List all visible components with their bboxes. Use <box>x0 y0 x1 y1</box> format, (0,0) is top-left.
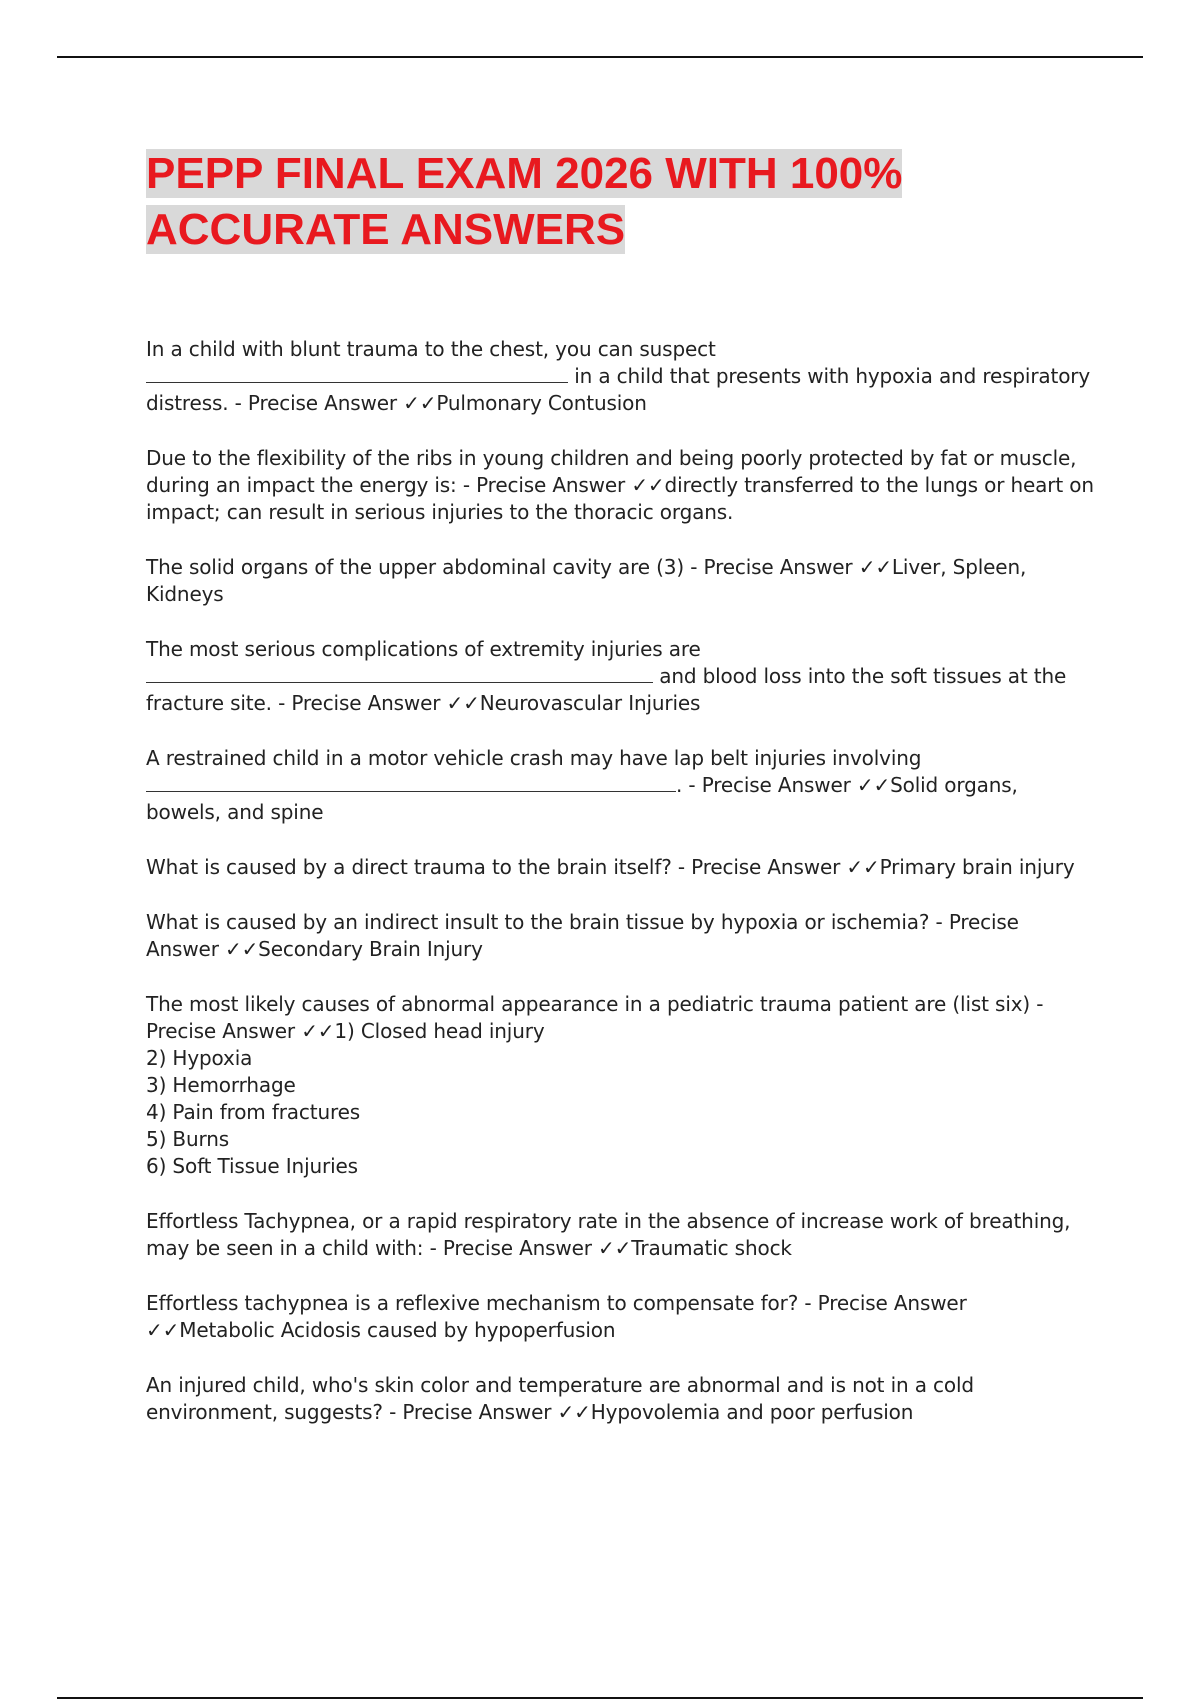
list-line: 2) Hypoxia <box>146 1046 253 1070</box>
question-text: A restrained child in a motor vehicle crash may have lap belt injuries involving <box>146 746 922 770</box>
qa-item-3: The solid organs of the upper abdominal cavity are (3) - Precise Answer ✓✓Liver, Spleen, Kidneys <box>146 555 1027 606</box>
list-line: 4) Pain from fractures <box>146 1100 361 1124</box>
list-line: Precise Answer ✓✓1) Closed head injury <box>146 1019 545 1043</box>
bottom-rule <box>57 1697 1143 1699</box>
list-line: 5) Burns <box>146 1127 230 1151</box>
document-title <box>146 146 1046 258</box>
title-line-1: PEPP FINAL EXAM 2026 WITH 100% <box>146 149 903 198</box>
qa-item-1 <box>146 336 1096 417</box>
list-line: 3) Hemorrhage <box>146 1073 296 1097</box>
top-rule <box>57 56 1143 58</box>
qa-item-10: Effortless tachypnea is a reflexive mechanism to compensate for? - Precise Answer ✓✓Metabolic Acidosis caused by hypoperfusion <box>146 1291 967 1342</box>
answer-blank <box>146 664 653 683</box>
qa-item-6: What is caused by a direct trauma to the brain itself? - Precise Answer ✓✓Primary brain injury <box>146 855 1075 879</box>
answer-blank <box>146 364 568 383</box>
qa-item-8 <box>146 991 1096 1180</box>
qa-list <box>146 336 1096 1454</box>
question-answer-text: and blood loss into the soft tissues at the fracture site. - Precise Answer ✓✓Neurovascular Injuries <box>146 664 1067 715</box>
question-answer-text: . - Precise Answer ✓✓Solid organs, bowels, and spine <box>146 773 1018 824</box>
list-line: The most likely causes of abnormal appearance in a pediatric trauma patient are (list six) - <box>146 992 1044 1016</box>
list-line: 6) Soft Tissue Injuries <box>146 1154 358 1178</box>
title-line-2: ACCURATE ANSWERS <box>146 205 626 254</box>
question-answer-text: in a child that presents with hypoxia and respiratory distress. - Precise Answer ✓✓Pulmonary Contusion <box>146 364 1091 415</box>
question-text: In a child with blunt trauma to the chest, you can suspect <box>146 337 716 361</box>
qa-item-7: What is caused by an indirect insult to the brain tissue by hypoxia or ischemia? - Precise Answer ✓✓Secondary Brain Injury <box>146 910 1019 961</box>
qa-item-11: An injured child, who's skin color and temperature are abnormal and is not in a cold environment, suggests? - Precise Answer ✓✓Hypovolemia and poor perfusion <box>146 1373 974 1424</box>
title-heading <box>146 146 1046 258</box>
qa-item-9: Effortless Tachypnea, or a rapid respiratory rate in the absence of increase work of breathing, may be seen in a child with: - Precise Answer ✓✓Traumatic shock <box>146 1209 1071 1260</box>
question-text: The most serious complications of extremity injuries are <box>146 637 701 661</box>
qa-item-4 <box>146 636 1096 717</box>
qa-item-2: Due to the flexibility of the ribs in young children and being poorly protected by fat or muscle, during an impact the energy is: - Precise Answer ✓✓directly transferred to the lungs or heart on impact; can result in serious injuries to the thoracic organs. <box>146 446 1094 524</box>
qa-item-5 <box>146 745 1096 826</box>
answer-blank <box>146 773 676 792</box>
